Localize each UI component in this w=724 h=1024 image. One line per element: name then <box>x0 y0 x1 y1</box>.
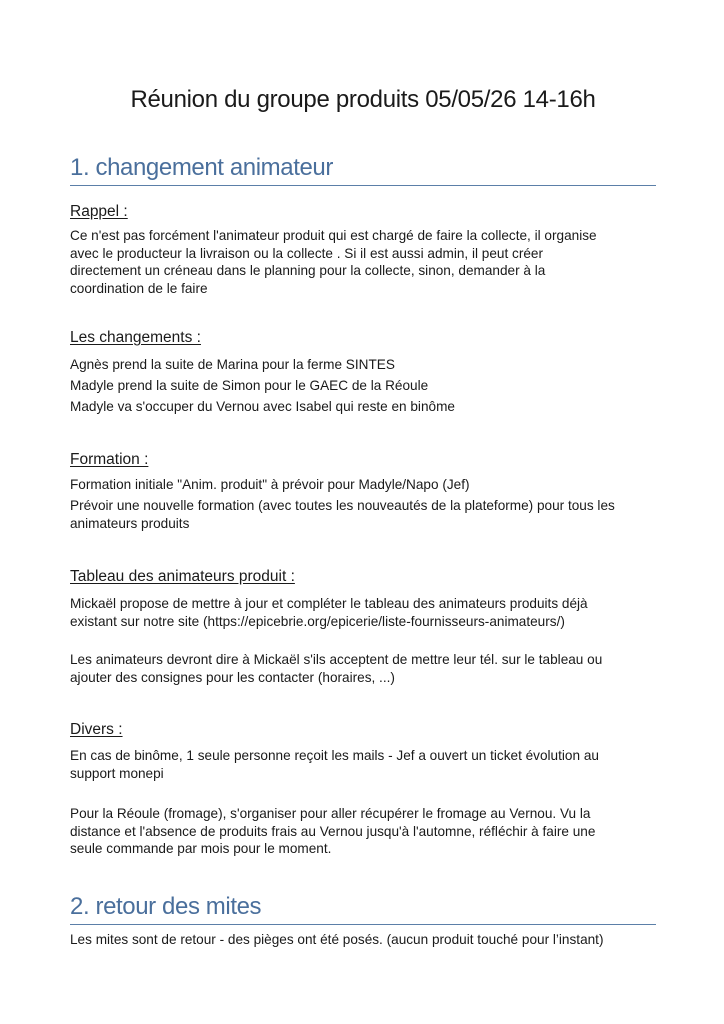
paragraph-tableau-2 <box>70 651 656 686</box>
section-heading-changement-animateur: 1. changement animateur <box>70 154 656 186</box>
text-line: support monepi <box>70 765 164 781</box>
text-line: animateurs produits <box>70 515 190 531</box>
paragraph-divers-2 <box>70 805 656 858</box>
text-line: En cas de binôme, 1 seule personne reçoit les mails - Jef a ouvert un ticket évolution au <box>70 748 599 763</box>
text-line: Formation initiale "Anim. produit" à prévoir pour Madyle/Napo (Jef) <box>70 477 470 492</box>
text-line: Mickaël propose de mettre à jour et compléter le tableau des animateurs produits déjà <box>70 596 588 611</box>
paragraph-rappel <box>70 227 656 297</box>
text-line: coordination de le faire <box>70 280 208 296</box>
section-heading-retour-des-mites: 2. retour des mites <box>70 893 656 925</box>
list-item: Agnès prend la suite de Marina pour la ferme SINTES <box>70 357 395 372</box>
subheading-divers: Divers : <box>70 721 123 738</box>
list-item: Madyle va s'occuper du Vernou avec Isabel qui reste en binôme <box>70 399 455 415</box>
subheading-changements: Les changements : <box>70 329 201 346</box>
text-line: Les mites sont de retour - des pièges ont été posés. (aucun produit touché pour l’instant) <box>70 932 604 947</box>
text-line: distance et l'absence de produits frais au Vernou jusqu'à l'automne, réfléchir à faire une <box>70 823 596 839</box>
paragraph-divers-1 <box>70 747 656 782</box>
text-line: Pour la Réoule (fromage), s'organiser pour aller récupérer le fromage au Vernou. Vu la <box>70 806 591 821</box>
paragraph-mites <box>70 931 656 949</box>
subheading-tableau: Tableau des animateurs produit : <box>70 568 295 585</box>
list-item: Madyle prend la suite de Simon pour le GAEC de la Réoule <box>70 378 429 394</box>
list-changements <box>70 356 656 416</box>
text-line: seule commande par mois pour le moment. <box>70 841 332 857</box>
text-line: Les animateurs devront dire à Mickaël s'ils acceptent de mettre leur tél. sur le tableau ou <box>70 652 603 667</box>
text-line: directement un créneau dans le planning pour la collecte, sinon, demander à la <box>70 263 546 279</box>
paragraph-tableau-1 <box>70 595 656 630</box>
text-line: Prévoir une nouvelle formation (avec toutes les nouveautés de la plateforme) pour tous les <box>70 498 615 514</box>
text-line: avec le producteur la livraison ou la collecte . Si il est aussi admin, il peut créer <box>70 245 543 261</box>
text-line: ajouter des consignes pour les contacter (horaires, ...) <box>70 669 395 685</box>
subheading-rappel: Rappel : <box>70 203 128 220</box>
subheading-formation: Formation : <box>70 451 149 468</box>
page-title: Réunion du groupe produits 05/05/26 14-16h <box>130 86 596 113</box>
paragraph-formation <box>70 476 656 532</box>
text-line: existant sur notre site (https://epicebrie.org/epicerie/liste-fournisseurs-animateurs/) <box>70 613 565 629</box>
text-line: Ce n'est pas forcément l'animateur produit qui est chargé de faire la collecte, il organise <box>70 228 597 243</box>
